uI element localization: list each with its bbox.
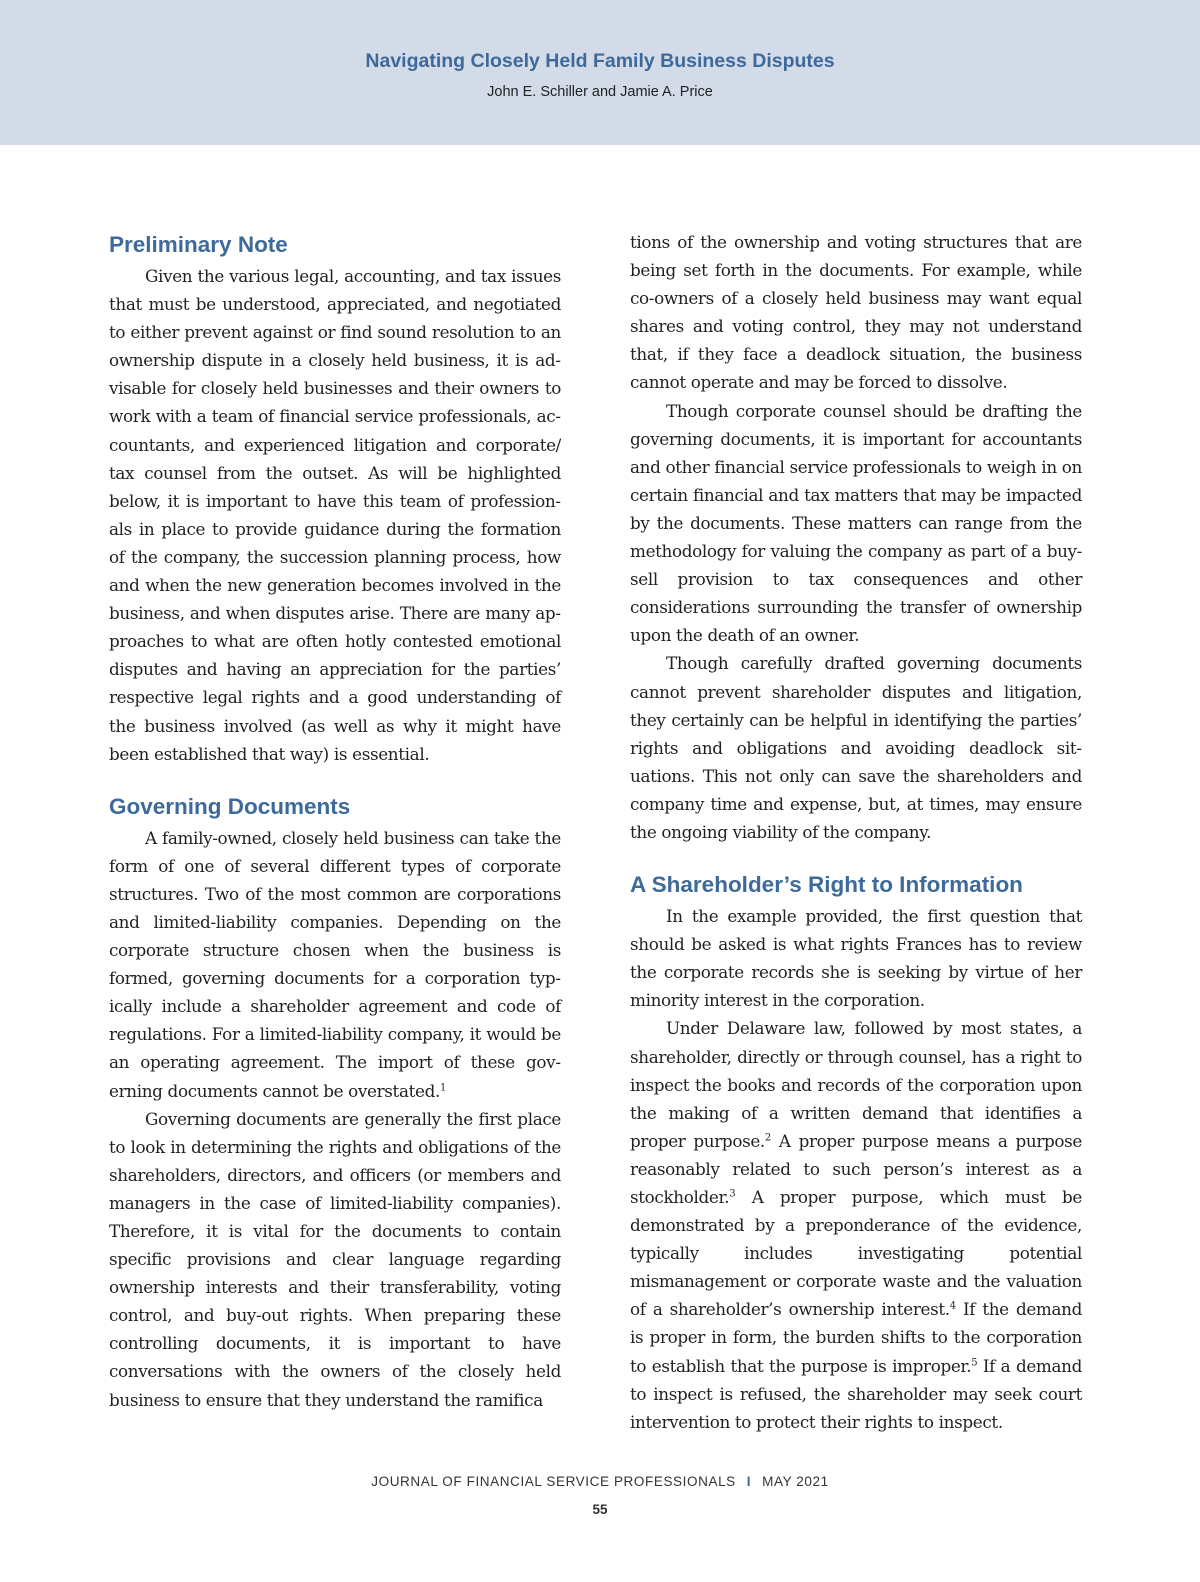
delaware-text-b: A proper purpose means a purpose reasonably related to such person’s interest as a stockholder.	[630, 1130, 1082, 1207]
right-column	[630, 228, 1082, 1436]
article-authors: John E. Schiller and Jamie A. Price	[487, 84, 713, 100]
delaware-text-a: Under Delaware law, followed by most states, a shareholder, directly or through counsel, has a right to inspect the books and records of the corporation upon the making of a written demand that identifies a proper purpose.	[630, 1018, 1082, 1151]
right-to-information-paragraph-2	[630, 1014, 1082, 1435]
delaware-text-c: A proper purpose, which must be demonstrated by a preponderance of the evidence, typically includes investigating potential mismanagement or corporate waste and the valuation of a shareholder’s ownership interest.	[630, 1187, 1082, 1320]
section-gap	[630, 846, 1082, 868]
governing-documents-paragraph-1	[109, 824, 561, 1105]
delaware-text-d: If the demand is proper in form, the burden shifts to the corporation to establish that the purpose is improper.	[630, 1299, 1082, 1376]
journal-name: JOURNAL OF FINANCIAL SERVICE PROFESSIONALS	[371, 1474, 736, 1489]
footer-separator: I	[746, 1474, 752, 1489]
running-footer	[0, 1474, 1200, 1489]
counsel-paragraph: Though corporate counsel should be drafting the governing documents, it is important for accountants and other financial service professionals to weigh in on certain financial and tax matters that may be impacted by the documents. These matters can range from the methodology for valuing the company as part of a buy-sell provision to tax consequences and other considerations surrounding the transfer of ownership upon the death of an owner.	[630, 400, 1082, 646]
governing-documents-p1-text: A family-owned, closely held business can take the form of one of several different types of corporate structures. Two of the most common are corporations and limited-liability companies. Depending on the corporate structure chosen when the business is formed, governing documents for a corporation typically include a shareholder agreement and code of regulations. For a limited-liability company, it would be an operating agreement. The import of these governing documents cannot be overstated.	[109, 827, 561, 1101]
footnote-ref-3: 3	[729, 1188, 736, 1200]
footnote-ref-2: 2	[764, 1132, 771, 1144]
left-column	[109, 228, 561, 1414]
governing-documents-paragraph-2: Governing documents are generally the first place to look in determining the rights and obligations of the shareholders, directors, and officers (or members and managers in the case of limited-liability companies). Therefore, it is vital for the documents to contain specific provisions and clear language regarding ownership interests and their transferability, voting control, and buy-out rights. When preparing these controlling documents, it is important to have conversations with the owners of the closely held business to ensure that they understand the ramifica	[109, 1108, 561, 1410]
footnote-ref-5: 5	[971, 1356, 978, 1368]
footnote-ref-4: 4	[949, 1300, 956, 1312]
delaware-text-e: If a demand to inspect is refused, the shareholder may seek court intervention to protect their rights to inspect.	[630, 1355, 1082, 1432]
preliminary-note-heading: Preliminary Note	[109, 232, 288, 257]
drafted-documents-paragraph: Though carefully drafted governing documents cannot prevent shareholder disputes and litigation, they certainly can be helpful in identifying the parties’ rights and obligations and avoiding deadlock situations. This not only can save the shareholders and company time and expense, but, at times, may ensure the ongoing viability of the company.	[630, 653, 1082, 842]
preliminary-note-paragraph: Given the various legal, accounting, and tax issues that must be understood, appreciated, and negotiated to either prevent against or find sound resolution to an ownership dispute in a closely held business, it is advisable for closely held businesses and their owners to work with a team of financial service professionals, accountants, and experienced litigation and corporate/ tax counsel from the outset. As will be highlighted below, it is important to have this team of professionals in place to provide guidance during the formation of the company, the succession planning process, how and when the new generation becomes involved in the business, and when disputes arise. There are many approaches to what are often hotly contested emotional disputes and having an appreciation for the parties’ respective legal rights and a good understanding of the business involved (as well as why it might have been established that way) is essential.	[109, 266, 561, 764]
page-number: 55	[592, 1502, 608, 1517]
article-title: Navigating Closely Held Family Business Disputes	[365, 50, 835, 72]
right-to-information-heading: A Shareholder’s Right to Information	[630, 872, 1023, 898]
section-gap	[109, 768, 561, 790]
issue-date: MAY 2021	[762, 1474, 829, 1489]
footnote-ref-1: 1	[439, 1081, 446, 1093]
right-to-information-paragraph-1: In the example provided, the first question that should be asked is what rights Frances has to review the corporate records she is seeking by virtue of her minority interest in the corporation.	[630, 906, 1082, 1011]
continued-paragraph: tions of the ownership and voting structures that are being set forth in the documents. For example, while co-owners of a closely held business may want equal shares and voting control, they may not understand that, if they face a deadlock situation, the business cannot operate and may be forced to dissolve.	[630, 232, 1082, 393]
governing-documents-heading: Governing Documents	[109, 793, 351, 819]
header-band	[0, 0, 1200, 145]
